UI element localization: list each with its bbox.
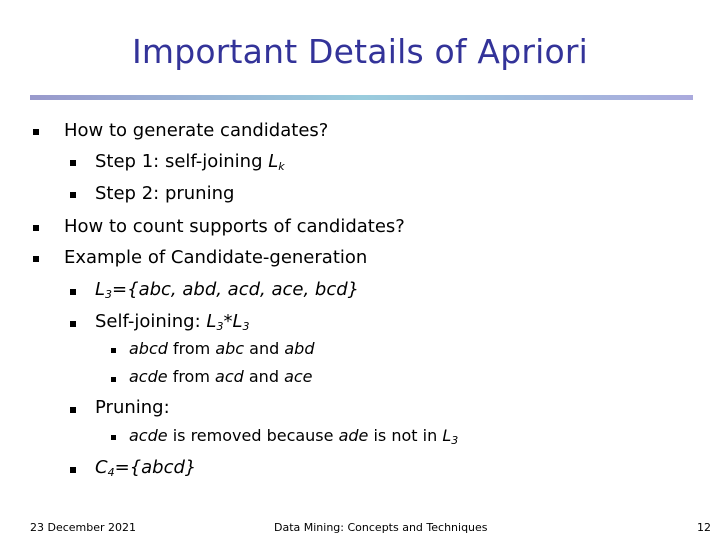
bullet-text: Example of Candidate-generation (64, 247, 368, 268)
bullet-text: Self-joining: $L_3*L_3$ (95, 311, 250, 333)
square-bullet-icon (70, 321, 76, 327)
bullet-text: Step 1: self-joining $L_k$ (95, 151, 285, 173)
bullet-text: How to generate candidates? (64, 120, 329, 141)
square-bullet-icon (33, 256, 39, 262)
square-bullet-icon (111, 435, 116, 440)
footer-page-number: 12 (697, 521, 711, 534)
bullet-text: $L_3=\{abc$, abd, acd, ace, bcd} (95, 279, 360, 301)
footer-date: 23 December 2021 (30, 521, 137, 534)
square-bullet-icon (111, 348, 116, 353)
square-bullet-icon (70, 160, 76, 166)
square-bullet-icon (33, 225, 39, 231)
square-bullet-icon (70, 467, 76, 473)
footer-title: Data Mining: Concepts and Techniques (274, 521, 488, 534)
bullet-text: Step 2: pruning (95, 183, 235, 204)
bullet-text: abcd from abc and abd (129, 339, 315, 358)
slide-title: Important Details of Apriori (131, 32, 589, 71)
bullet-text: acde is removed because ade is not in $L_3$ (129, 426, 459, 447)
square-bullet-icon (70, 192, 76, 198)
square-bullet-icon (70, 407, 76, 413)
square-bullet-icon (111, 377, 116, 382)
bullet-text: Pruning: (95, 397, 170, 418)
bullet-text: acde from acd and ace (129, 367, 313, 386)
bullet-text: How to count supports of candidates? (64, 216, 405, 237)
square-bullet-icon (70, 289, 76, 295)
bullet-text: $C_4=\{abcd\}$ (95, 457, 197, 479)
title-divider (30, 95, 693, 100)
square-bullet-icon (33, 129, 39, 135)
